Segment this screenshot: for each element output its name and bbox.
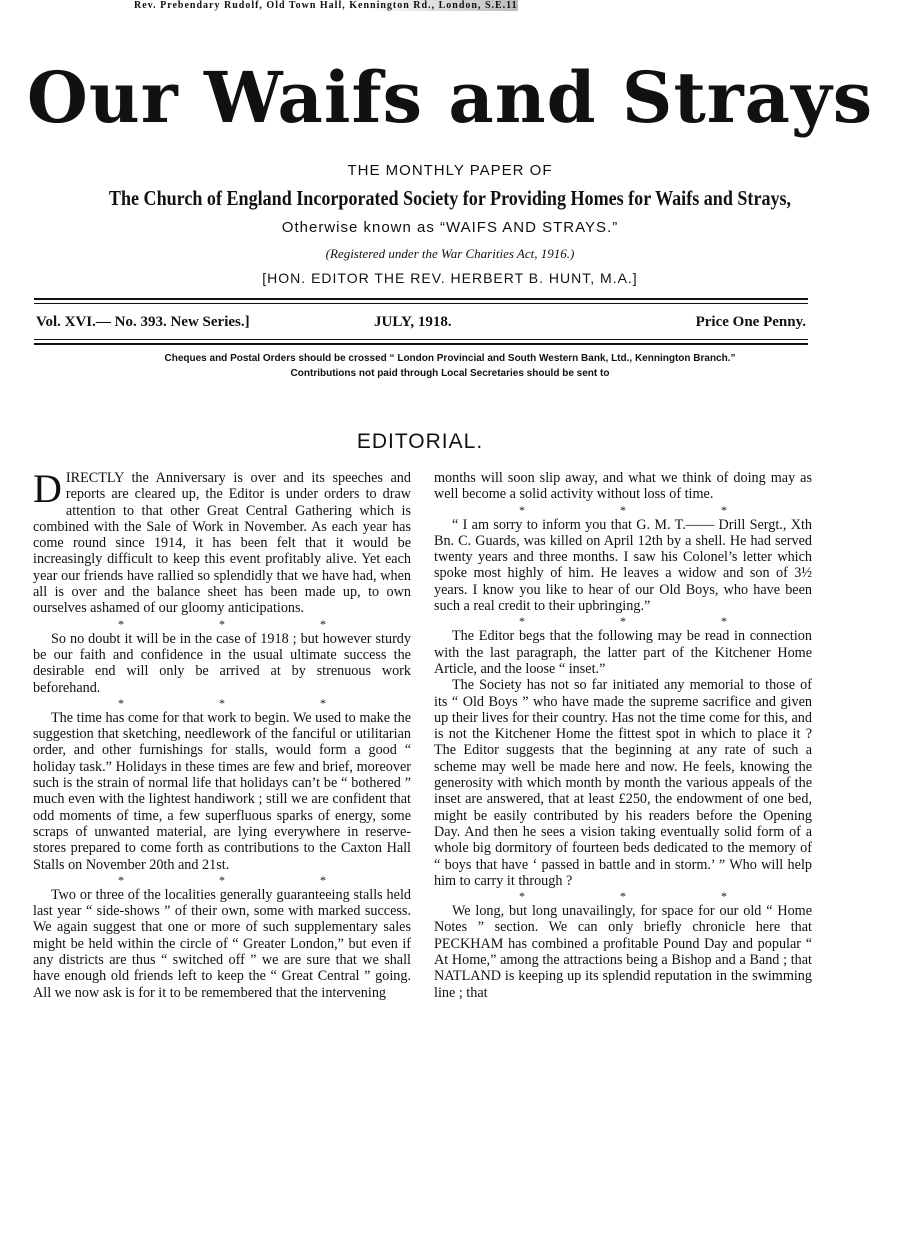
divider bbox=[34, 339, 808, 340]
paragraph: So no doubt it will be in the case of 1918 ; but however sturdy be our faith and confidence in the usual ultimate success the desirable end will only be arrived at by strenuous work beforehand. bbox=[33, 630, 411, 696]
issue-info-bar bbox=[36, 314, 806, 336]
paragraph: Two or three of the localities generally guaranteeing stalls held last year “ side-shows ” of their own, some with marked success. We again suggest that one or more of such supplementary sales might be held within the circle of “ Greater London,” but even if any districts are thus “ switched off ” we are sure that we shall have enough old friends left to keep the “ Great Central ” going. All we now ask is for it to be remembered that the intervening bbox=[33, 886, 411, 1001]
registration-note: (Registered under the War Charities Act, 1916.) bbox=[325, 246, 575, 261]
masthead-title: Our Waifs and Strays bbox=[26, 56, 874, 139]
paragraph: months will soon slip away, and what we think of doing may as well become a solid activity without loss of time. bbox=[434, 470, 812, 503]
paragraph: We long, but long unavailingly, for space for our old “ Home Notes ” section. We can only briefly chronicle here that PECKHAM has combined a profitable Pound Day and popular “ At Home,” among the attractions being a Bishop and a Band ; that NATLAND is keeping up its splendid reputation in the swimming line ; that bbox=[434, 903, 812, 1001]
cheques-notice: Cheques and Postal Orders should be crossed “ London Provincial and South Western Bank, Ltd., Kennington Branch.” bbox=[164, 353, 736, 364]
paragraph: The Society has not so far initiated any memorial to those of its “ Old Boys ” who have made the supreme sacrifice and given up their lives for their country. Has not the time come for this, and is not the Kitchener Home the fittest spot in which to place it ? The Editor suggests that the beginning at any rate of such a scheme may well be made here and now. He feels, knowing the generosity with which month by month the various appeals of the inset are answered, that at least £250, the endowment of one bed, might be easily contributed by his readers before the Opening Day. And then he sees a vision taking eventually solid form of a whole big dormitory of fourteen beds dedicated to the memory of “ boys that have ‘ passed in battle and in storm.’ ” Who will help him to carry it through ? bbox=[434, 677, 812, 889]
issue-price: Price One Penny. bbox=[695, 314, 806, 330]
left-column bbox=[33, 466, 411, 1001]
paragraph: The Editor begs that the following may be read in connection with the last paragraph, the latter part of the Kitchener Home Article, and the loose “ inset.” bbox=[434, 628, 812, 677]
contributions-address bbox=[0, 0, 900, 11]
issue-date: JULY, 1918. bbox=[374, 314, 452, 330]
drop-cap: D bbox=[33, 466, 62, 511]
hon-editor: [HON. EDITOR THE REV. HERBERT B. HUNT, M.A.] bbox=[262, 270, 638, 286]
paragraph: The time has come for that work to begin. We used to make the suggestion that sketching, needlework of the fanciful or utilitarian order, and other furnishings for stalls, would form a good “ holiday task.” Holidays in these times are few and brief, moreover such is the strain of normal life that holidays can’t be “ bothered ” much even with the lightest handiwork ; still we are confident that odd moments of time, a few superfluous sparks of energy, some scraps of unwanted material, are lying everywhere in reserve-stores prepared to come forth as contributions to the Caxton Hall Stalls on November 20th and 21st. bbox=[33, 709, 411, 873]
section-separator: * * * bbox=[519, 889, 773, 904]
contributions-notice: Contributions not paid through Local Secretaries should be sent to bbox=[290, 368, 610, 379]
known-as: Otherwise known as “WAIFS AND STRAYS.” bbox=[281, 219, 619, 236]
divider bbox=[34, 298, 808, 300]
address-text: Rev. Prebendary Rudolf, Old Town Hall, Kennington Rd., London, S.E.11 bbox=[134, 0, 518, 11]
masthead-tagline: THE MONTHLY PAPER OF bbox=[347, 162, 553, 179]
section-separator: * * * bbox=[118, 872, 372, 887]
volume-number: Vol. XVI.— No. 393. New Series.] bbox=[36, 314, 250, 330]
section-separator: * * * bbox=[519, 502, 773, 517]
paragraph: “ I am sorry to inform you that G. M. T.—— Drill Sergt., Xth Bn. C. Guards, was killed on April 12th by a shell. He had served twenty years and three months. I saw his Colonel’s letter which spoke most highly of him. He leaves a widow and son of 3½ years. I know you like to hear of our Old Boys, who have been such a real credit to their upbringing.” bbox=[434, 516, 812, 615]
divider bbox=[34, 303, 808, 304]
right-column bbox=[434, 470, 812, 1001]
divider bbox=[34, 343, 808, 345]
editorial-heading: EDITORIAL. bbox=[356, 430, 484, 453]
paragraph-text: IRECTLY the Anniversary is over and its speeches and reports are cleared up, the Editor is under orders to draw attention to that other Great Central Gathering which is combined with the Sale of Work in November. As each year has come round since 1914, it has been felt that it would be increasingly difficult to keep this event profitably alive. Yet each year our friends have rallied so splendidly that we have had, when all is over and the balance sheet has been made up, to own ourselves ashamed of our gloomy anticipations. bbox=[33, 470, 411, 617]
section-separator: * * * bbox=[118, 695, 372, 710]
section-separator: * * * bbox=[118, 616, 372, 631]
paragraph bbox=[33, 466, 411, 617]
section-separator: * * * bbox=[519, 614, 773, 629]
society-name: The Church of England Incorporated Society for Providing Homes for Waifs and Strays, bbox=[108, 186, 792, 210]
